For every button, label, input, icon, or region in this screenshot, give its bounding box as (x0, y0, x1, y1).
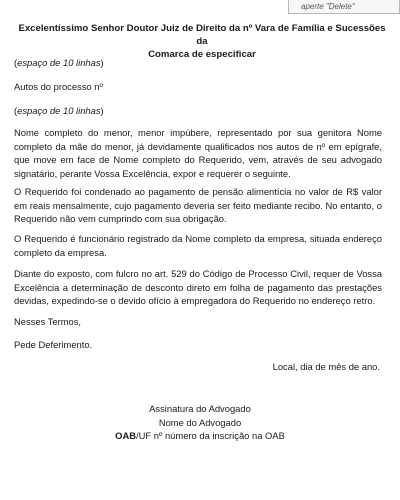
signature-block (100, 402, 300, 443)
process-number-line: Autos do processo nº (14, 81, 103, 92)
closing-deferment: Pede Deferimento. (14, 339, 93, 350)
intro-paragraph: Nome completo do menor, menor impúbere, representado por sua genitora Nome completo da mãe do menor, já devidamente qualificados nos autos de nº em epígrafe, que move em face de Nome completo do Requerido, vem, através de seu advogado signatário, perante Vossa Excelência, expor e requerer o seguinte. (14, 127, 382, 179)
condemnation-paragraph: O Requerido foi condenado ao pagamento de pensão alimentícia no valor de R$ valor em reais mensalmente, cujo pagamento deveria ser feito mediante recibo. No entanto, o Requerido não vem cumprindo com sua obrigação. (14, 186, 382, 224)
oab-details: /UF nº número da inscrição na OAB (136, 430, 285, 441)
oab-registration (100, 429, 300, 443)
oab-label: OAB (115, 430, 137, 441)
lawyer-name: Nome do Advogado (158, 416, 242, 428)
delete-hint-text: aperte "Delete" (301, 2, 355, 11)
header-line-2: Comarca de especificar (148, 49, 256, 60)
place-and-date: Local, dia de mês de ano. (272, 361, 380, 372)
spacing-note-1: (espaço de 10 linhas) (14, 57, 104, 68)
delete-hint-box (288, 0, 400, 14)
closing-terms: Nesses Termos, (14, 316, 82, 327)
request-paragraph: Diante do exposto, com fulcro no art. 529 do Código de Processo Civil, requer de Vossa Excelência a determinação de desconto direto em folha de pagamento das prestações devidas, expedindo-se o devido ofício à empregadora do Requerido no endereço retro. (14, 268, 382, 306)
spacing-note-1-text: espaço de 10 linhas (17, 57, 101, 68)
employment-paragraph: O Requerido é funcionário registrado da Nome completo da empresa, situada endereço completo da empresa. (14, 233, 382, 258)
header-line-1: Excelentíssimo Senhor Doutor Juiz de Direito da nº Vara de Família e Sucessões da (18, 23, 386, 47)
spacing-note-2-text: espaço de 10 linhas (17, 105, 101, 116)
signature-line: Assinatura do Advogado (149, 403, 251, 414)
spacing-note-2: (espaço de 10 linhas) (14, 105, 104, 116)
